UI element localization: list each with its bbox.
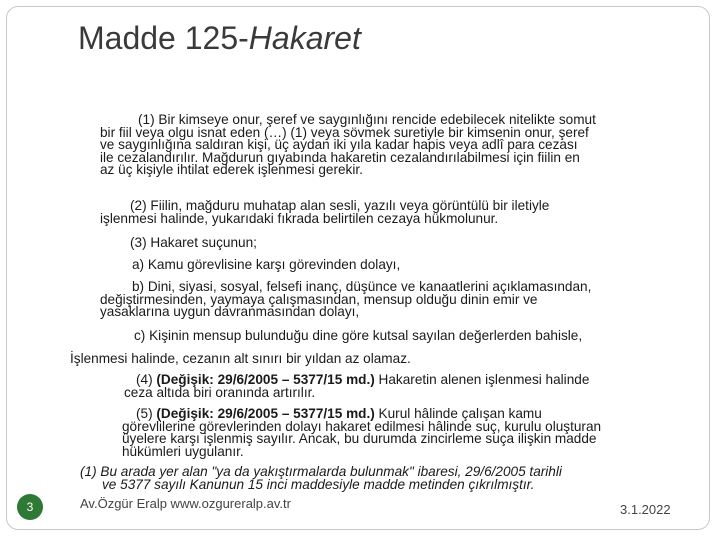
paragraph-4 <box>124 374 589 399</box>
slide-title <box>78 20 361 57</box>
text-line: ve saygınlığına saldıran kişi, üç aydan iki yıla kadar hapis veya adlî para cezası <box>100 137 578 152</box>
paragraph-2 <box>100 200 549 225</box>
footnote <box>80 466 562 491</box>
title-main: Madde 125- <box>78 20 249 56</box>
text-span: Kurul hâlinde çalışan kamu <box>374 406 542 421</box>
text-line: az üç kişiyle ihtilat ederek işlenmesi gerekir. <box>100 162 363 177</box>
text-line: bir fiil veya olgu isnat eden (…) (1) veya sövmek suretiyle bir kimsenin onur, şeref <box>100 124 589 140</box>
amendment-note: (Değişik: 29/6/2005 – 5377/15 md.) <box>156 406 375 421</box>
text-line: İşlenmesi halinde, cezanın alt sınırı bir yıldan az olamaz. <box>70 350 411 366</box>
title-italic: Hakaret <box>248 20 361 56</box>
text-line: ve 5377 sayılı Kanunun 15 inci maddesiyle madde metinden çıkrılmıştır. <box>102 476 535 492</box>
text-line: yasaklarına uygun davranmasından dolayı, <box>100 304 360 319</box>
text-line: (1) Bu arada yer alan "ya da yakıştırmalarda bulunmak" ibaresi, 29/6/2005 tarihli <box>80 464 562 479</box>
text-line: değiştirmesinden, yaymaya çalışmasından, mensup olduğu dinin emir ve <box>100 291 538 307</box>
paragraph-3b <box>100 281 591 319</box>
text-line: (3) Hakaret suçunun; <box>130 235 257 250</box>
paragraph-3c <box>70 330 582 365</box>
text-line: (1) Bir kimseye onur, şeref ve saygınlığını rencide edebilecek nitelikte somut <box>138 112 596 127</box>
text-line: ceza altıda biri oranında artırılır. <box>124 384 316 400</box>
text-line: b) Dini, siyasi, sosyal, felsefi inanç, düşünce ve kanaatlerini açıklamasından, <box>132 279 592 294</box>
paragraph-3 <box>130 237 257 250</box>
text-span: Hakaretin alenen işlenmesi halinde <box>374 372 590 387</box>
text-line: (2) Fiilin, mağduru muhatap alan sesli, yazılı veya görüntülü bir iletiyle <box>130 198 550 213</box>
text-span: (5) <box>136 406 157 421</box>
paragraph-5 <box>122 408 601 458</box>
text-line: c) Kişinin mensup bulunduğu dine göre kutsal sayılan değerlerden bahisle, <box>134 328 583 343</box>
paragraph-3a <box>132 259 400 272</box>
text-line: hükümleri uygulanır. <box>122 443 244 459</box>
text-line: a) Kamu görevlisine karşı görevinden dolayı, <box>132 257 401 272</box>
text-line: ile cezalandırılır. Mağdurun gıyabında hakaretin cezalandırılabilmesi için fiilin en <box>100 149 580 165</box>
text-line: üyelere karşı işlenmiş sayılır. Ancak, bu durumda zincirleme suça ilişkin madde <box>122 431 597 446</box>
text-line: işlenmesi halinde, yukarıdaki fıkrada belirtilen cezaya hükmolunur. <box>100 210 499 226</box>
footer-author: Av.Özgür Eralp www.ozgureralp.av.tr <box>80 496 291 511</box>
text-span: (4) <box>136 372 157 387</box>
paragraph-1 <box>100 114 596 177</box>
amendment-note: (Değişik: 29/6/2005 – 5377/15 md.) <box>156 372 375 387</box>
slide-number-badge: 3 <box>17 494 43 520</box>
text-line: görevlilerine görevlerinden dolayı hakaret edilmesi hâlinde suç, kurulu oluşturan <box>122 418 602 434</box>
footer-date: 3.1.2022 <box>620 502 671 517</box>
